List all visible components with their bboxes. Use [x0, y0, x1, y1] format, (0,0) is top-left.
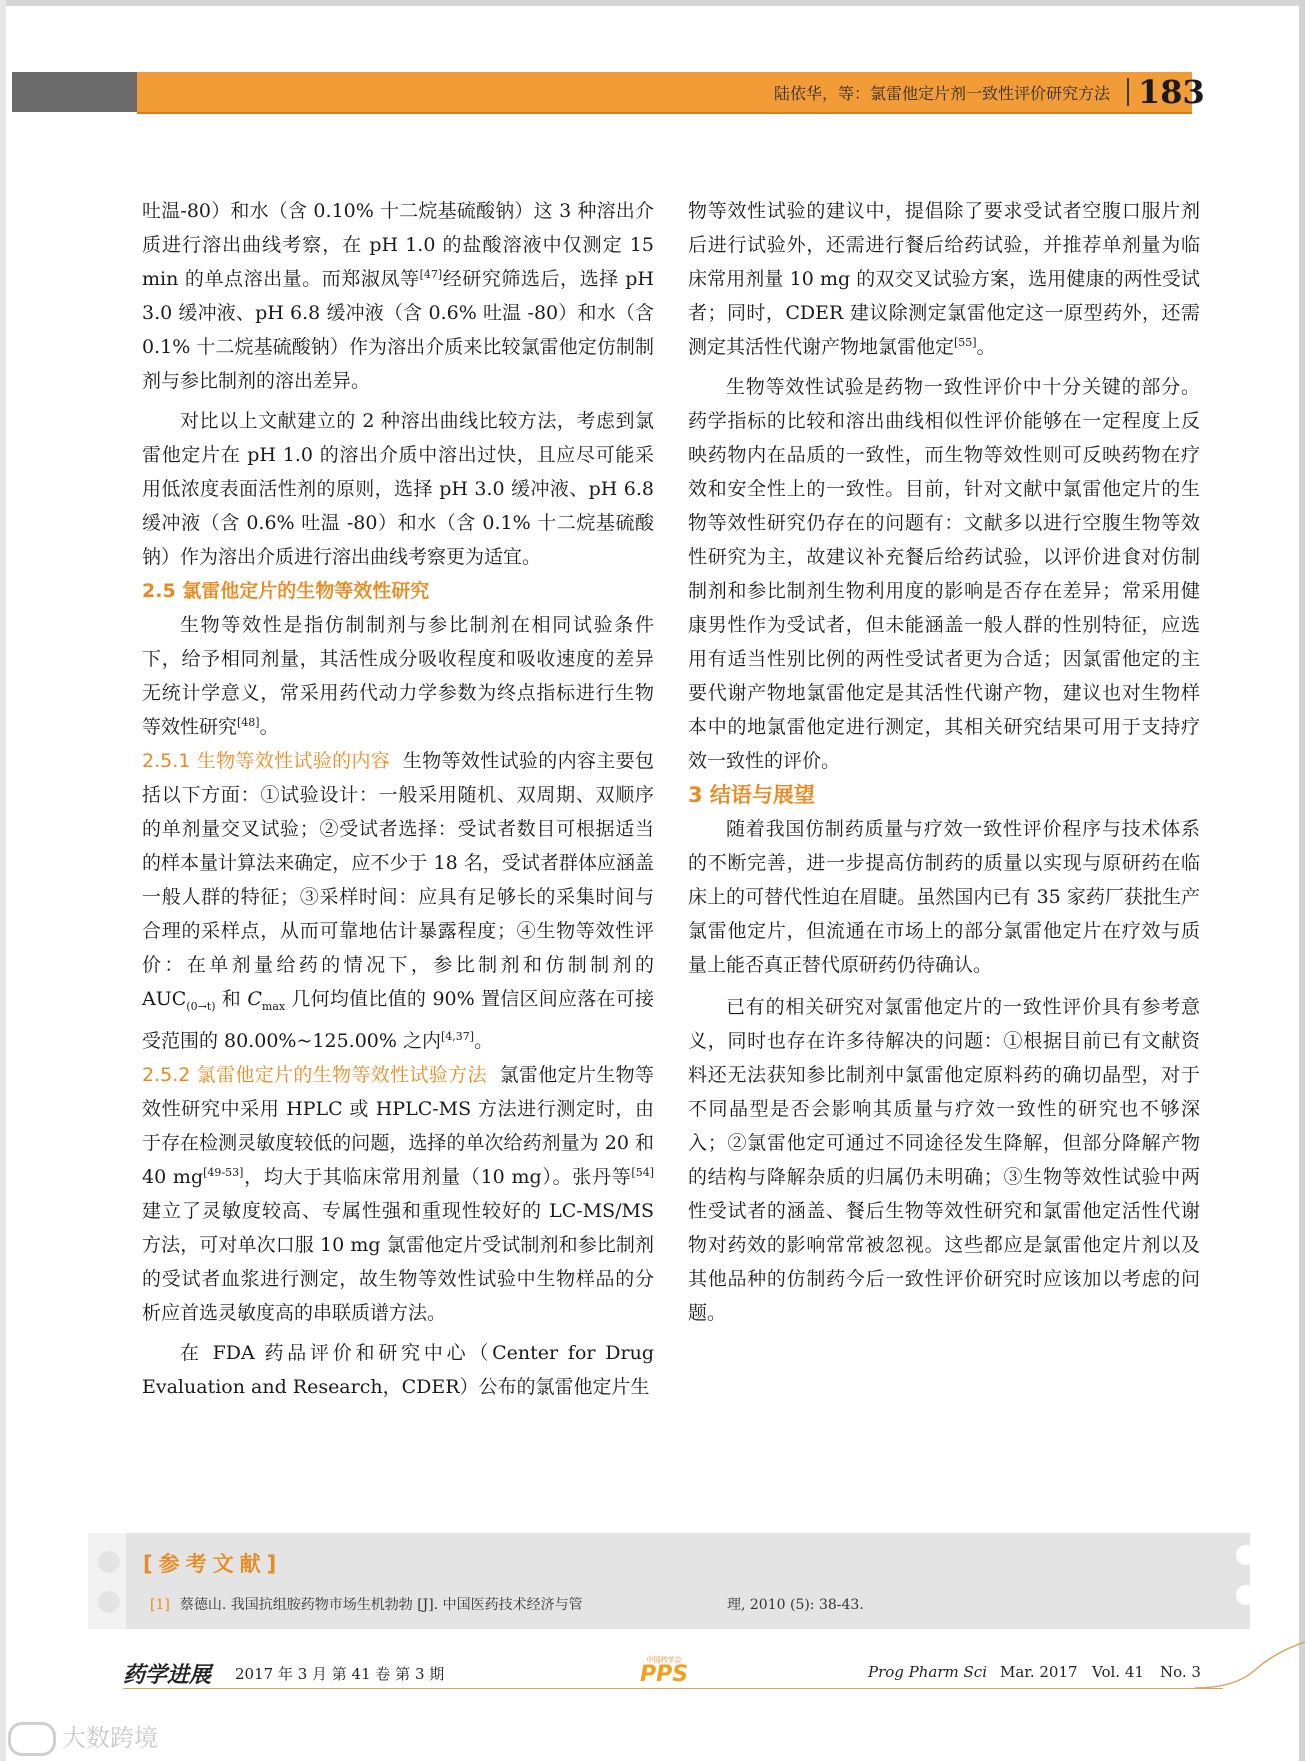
references-decoration	[88, 1533, 126, 1629]
subsection-heading-2-5-2: 2.5.2 氯雷他定片的生物等效性试验方法	[142, 1063, 487, 1086]
paragraph: 物等效性试验的建议中，提倡除了要求受试者空腹口服片剂后进行试验外，还需进行餐后给药试验，并推荐单剂量为临床常用剂量 10 mg 的双交叉试验方案，选用健康的两性受试者；同时，CDER 建议除测定氯雷他定这一原型药外，还需测定其活性代谢产物地氯雷他定[55]。	[688, 200, 1200, 358]
citation[interactable]: [47]	[419, 268, 443, 281]
header-grey-block	[12, 72, 137, 112]
journal-abbrev: Prog Pharm Sci	[868, 1663, 987, 1681]
paragraph: 2.5.1 生物等效性试验的内容 生物等效性试验的内容主要包括以下方面：①试验设计：一般采用随机、双周期、双顺序的单剂量交叉试验；②受试者选择：受试者数目可根据适当的样本量计算法来确定，应不少于 18 名，受试者群体应涵盖一般人群的特征；③采样时间：应具有足够长的采集时间与合理的采样点，从而可靠地估计暴露程度；④生物等效性评价：在单剂量给药的情况下，参比制剂和仿制制剂的 $AUC_{(0\to t)}$ 和 $C_{max}$ 几何均值比值的 90% 置信区间应落在可接受范围的 80.00%~125.00% 之内[4,37]。	[142, 750, 654, 1052]
page-edge	[0, 0, 1305, 6]
paragraph: 已有的相关研究对氯雷他定片的一致性评价具有参考意义，同时也存在许多待解决的问题：①根据目前已有文献资料还无法获知参比制剂中氯雷他定原料药的确切晶型，对于不同晶型是否会影响其质量与疗效一致性的研究也不够深入；②氯雷他定可通过不同途径发生降解，但部分降解产物的结构与降解杂质的归属仍未明确；③生物等效性试验中两性受试者的涵盖、餐后生物等效性研究和氯雷他定活性代谢物对药效的影响常常被忽视。这些都应是氯雷他定片剂以及其他品种的仿制药今后一致性评价研究时应该加以考虑的问题。	[688, 996, 1200, 1324]
paragraph: 生物等效性是指仿制制剂与参比制剂在相同试验条件下，给予相同剂量，其活性成分吸收程度和吸收速度的差异无统计学意义，常采用药代动力学参数为终点指标进行生物等效性研究[48]。	[142, 614, 654, 738]
header-separator	[1127, 78, 1129, 106]
volume: Vol. 41	[1092, 1663, 1144, 1681]
citation[interactable]: [48]	[237, 716, 260, 729]
pps-logo	[640, 1655, 688, 1685]
citation[interactable]: [4,37]	[440, 1029, 475, 1043]
reference-item[interactable]	[150, 1594, 583, 1614]
references-decoration	[1228, 1545, 1256, 1615]
paragraph: 随着我国仿制药质量与疗效一致性评价程序与技术体系的不断完善，进一步提高仿制药的质量以实现与原研药在临床上的可替代性迫在眉睫。虽然国内已有 35 家药厂获批生产氯雷他定片，但流通在市场上的部分氯雷他定片在疗效与质量上能否真正替代原研药仍待确认。	[688, 818, 1200, 976]
paragraph: 吐温-80）和水（含 0.10% 十二烷基硫酸钠）这 3 种溶出介质进行溶出曲线考察，在 pH 1.0 的盐酸溶液中仅测定 15 min 的单点溶出量。而郑淑凤等[47]经研究筛选后，选择 pH 3.0 缓冲液、pH 6.8 缓冲液（含 0.6% 吐温 -80）和水（含 0.1% 十二烷基硫酸钠）作为溶出介质来比较氯雷他定仿制制剂与参比制剂的溶出差异。	[142, 200, 655, 392]
footer-curve-decoration	[1195, 1640, 1305, 1690]
logo-text: PPS	[640, 1662, 689, 1687]
reference-text: 蔡德山. 我国抗组胺药物市场生机勃勃 [J]. 中国医药技术经济与管	[179, 1597, 583, 1613]
citation[interactable]: [54]	[631, 1165, 654, 1179]
watermark-logo-icon	[8, 1722, 56, 1756]
issue-date: Mar. 2017	[1000, 1663, 1078, 1681]
section-heading-2-5: 2.5 氯雷他定片的生物等效性研究	[142, 580, 430, 602]
subsection-heading-2-5-1: 2.5.1 生物等效性试验的内容	[142, 750, 391, 772]
logo-caption: 中国药学会	[646, 1656, 682, 1664]
page-edge	[1299, 0, 1305, 1761]
running-title: 陆依华，等：氯雷他定片剂一致性评价研究方法	[773, 84, 1110, 103]
watermark: 大数跨境	[8, 1718, 158, 1756]
journal-brand: 药学进展	[123, 1662, 212, 1688]
right-column	[688, 194, 1200, 1330]
paragraph: 生物等效性试验是药物一致性评价中十分关键的部分。药学指标的比较和溶出曲线相似性评价能够在一定程度上反映药物内在品质的一致性，而生物等效性则可反映药物在疗效和安全性上的一致性。目前，针对文献中氯雷他定片的生物等效性研究仍存在的问题有：文献多以进行空腹生物等效性研究为主，故建议补充餐后给药试验，以评价进食对仿制制剂和参比制剂生物利用度的影响是否存在差异；常采用健康男性作为受试者，但未能涵盖一般人群的性别特征，应选用有适当性别比例的两性受试者更为合适；因氯雷他定的主要代谢产物地氯雷他定是其活性代谢产物，建议也对生物样本中的地氯雷他定进行测定，其相关研究结果可用于支持疗效一致性的评价。	[688, 376, 1200, 772]
footer-rule	[123, 1688, 1223, 1689]
citation[interactable]: [55]	[954, 336, 977, 349]
page-edge	[0, 0, 6, 1761]
left-column	[142, 194, 654, 1404]
header-underline	[137, 112, 1192, 114]
section-heading-3: 3 结语与展望	[688, 783, 815, 807]
reference-text-continued: 理, 2010 (5): 38-43.	[727, 1597, 864, 1613]
references-heading: [参考文献]	[143, 1552, 283, 1576]
issue-number: No. 3	[1160, 1663, 1201, 1681]
paragraph: 对比以上文献建立的 2 种溶出曲线比较方法，考虑到氯雷他定片在 pH 1.0 的溶出介质中溶出过快，且应尽可能采用低浓度表面活性剂的原则，选择 pH 3.0 缓冲液、pH 6.8 缓冲液（含 0.6% 吐温 -80）和水（含 0.1% 十二烷基硫酸钠）作为溶出介质进行溶出曲线考察更为适宜。	[142, 410, 654, 568]
page-number: 183	[1138, 73, 1205, 111]
reference-number: [1]	[150, 1597, 170, 1613]
paragraph: 在 FDA 药品评价和研究中心（Center for Drug Evaluation and Research，CDER）公布的氯雷他定片生	[142, 1341, 654, 1398]
issue-info: 2017 年 3 月 第 41 卷 第 3 期	[235, 1665, 445, 1683]
paragraph: 2.5.2 氯雷他定片的生物等效性试验方法 氯雷他定片生物等效性研究中采用 HPLC 或 HPLC-MS 方法进行测定时，由于存在检测灵敏度较低的问题，选择的单次给药剂量为 20 和 40 mg[49-53]，均大于其临床常用剂量（10 mg）。张丹等[54]建立了灵敏度较高、专属性强和重现性较好的 LC-MS/MS 方法，可对单次口服 10 mg 氯雷他定片受试制剂和参比制剂的受试者血浆进行测定，故生物等效性试验中生物样品的分析应首选灵敏度高的串联质谱方法。	[142, 1063, 654, 1324]
citation[interactable]: [49-53]	[203, 1165, 244, 1179]
